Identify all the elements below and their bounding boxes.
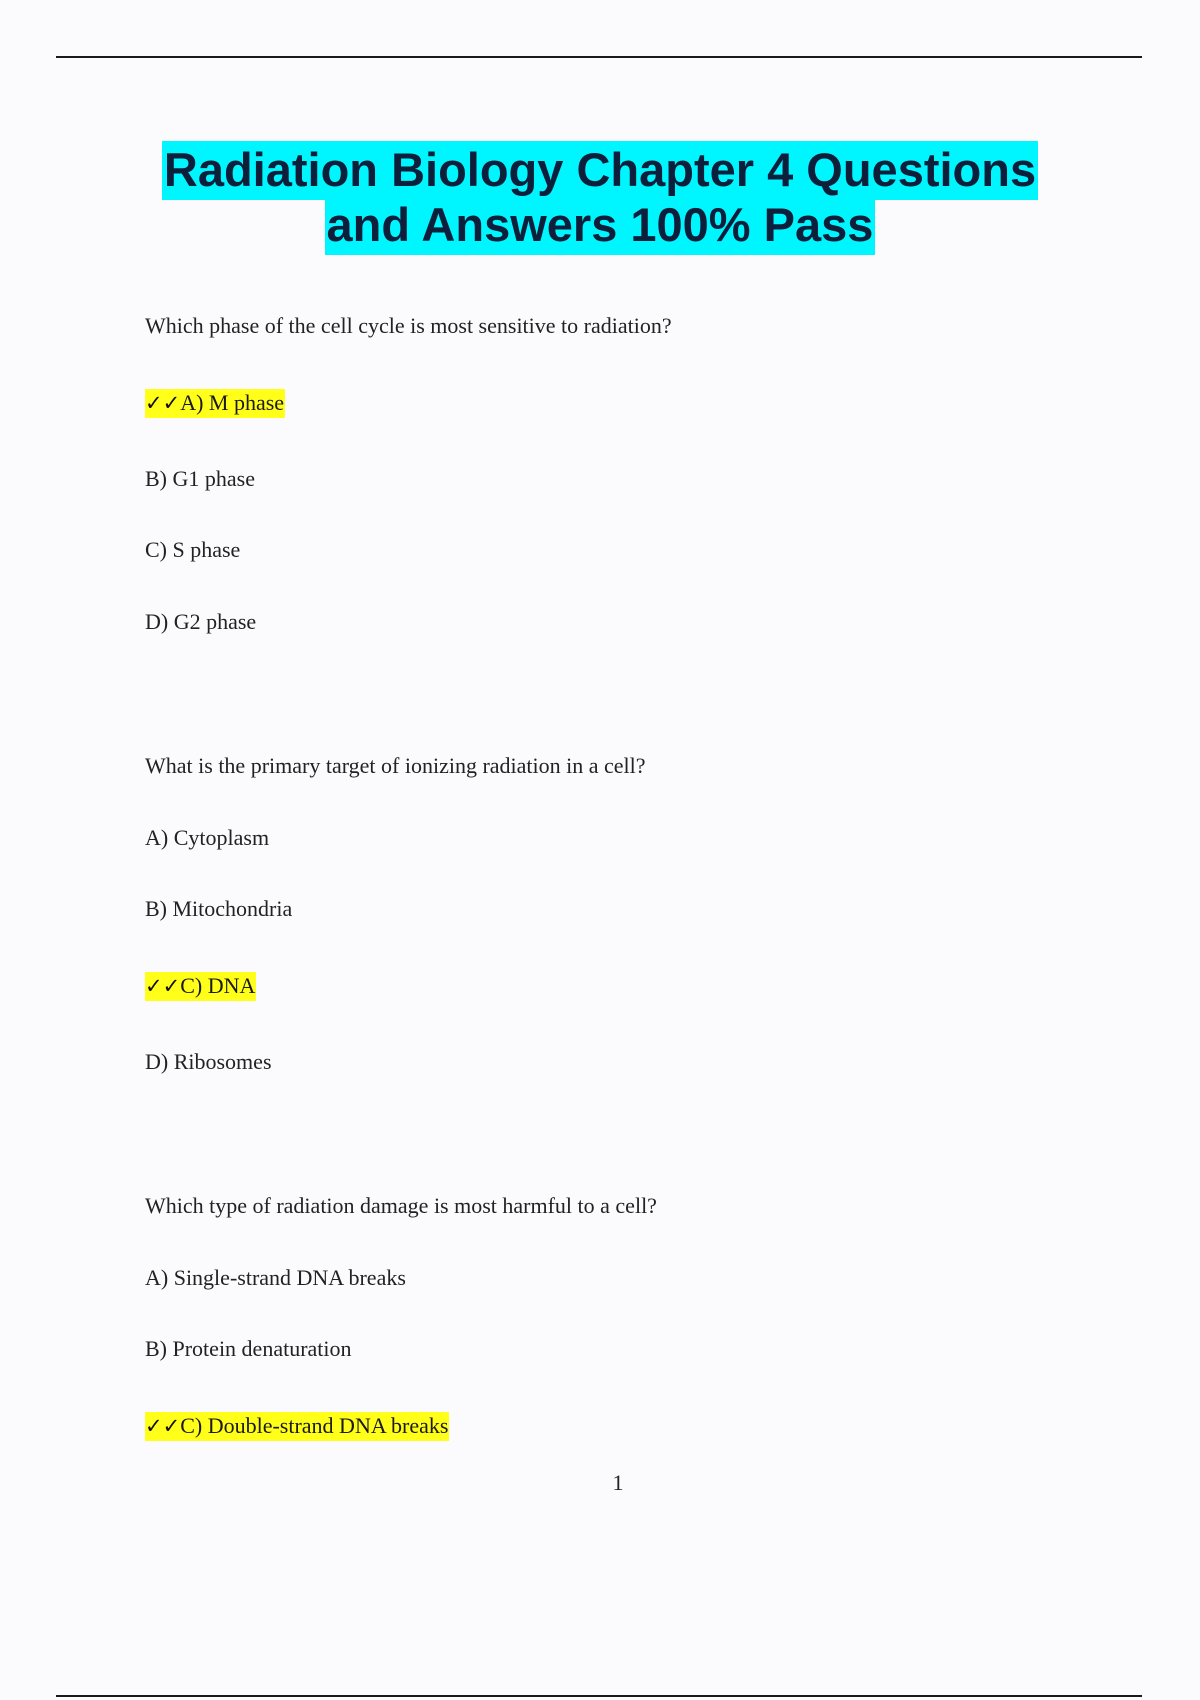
question-3-option-a: A) Single-strand DNA breaks (145, 1265, 406, 1290)
title-line-1: Radiation Biology Chapter 4 Questions (162, 141, 1038, 200)
question-3-option-b: B) Protein denaturation (145, 1336, 352, 1361)
double-check-icon: ✓✓ (145, 1414, 181, 1438)
question-3: Which type of radiation damage is most harmful to a cell? (145, 1193, 657, 1218)
option-label: A) M phase (180, 390, 285, 415)
question-2-option-d: D) Ribosomes (145, 1049, 272, 1074)
top-rule (56, 56, 1142, 58)
question-2-option-a: A) Cytoplasm (145, 825, 270, 850)
question-2-option-c (145, 971, 256, 1001)
double-check-icon: ✓✓ (145, 974, 181, 998)
question-1: Which phase of the cell cycle is most sensitive to radiation? (145, 313, 672, 338)
option-label: C) DNA (180, 973, 256, 998)
question-1-option-a (145, 388, 285, 418)
question-1-option-d: D) G2 phase (145, 609, 257, 634)
title-line-2: and Answers 100% Pass (325, 196, 876, 255)
page-number: 1 (612, 1470, 624, 1495)
question-1-option-c: C) S phase (145, 537, 241, 562)
document-title (0, 142, 1200, 252)
question-2-option-b: B) Mitochondria (145, 896, 293, 921)
question-1-option-b: B) G1 phase (145, 466, 255, 491)
question-2: What is the primary target of ionizing radiation in a cell? (145, 753, 646, 778)
option-label: C) Double-strand DNA breaks (180, 1413, 449, 1438)
question-3-option-c (145, 1411, 449, 1441)
bottom-rule (56, 1695, 1142, 1697)
double-check-icon: ✓✓ (145, 391, 181, 415)
